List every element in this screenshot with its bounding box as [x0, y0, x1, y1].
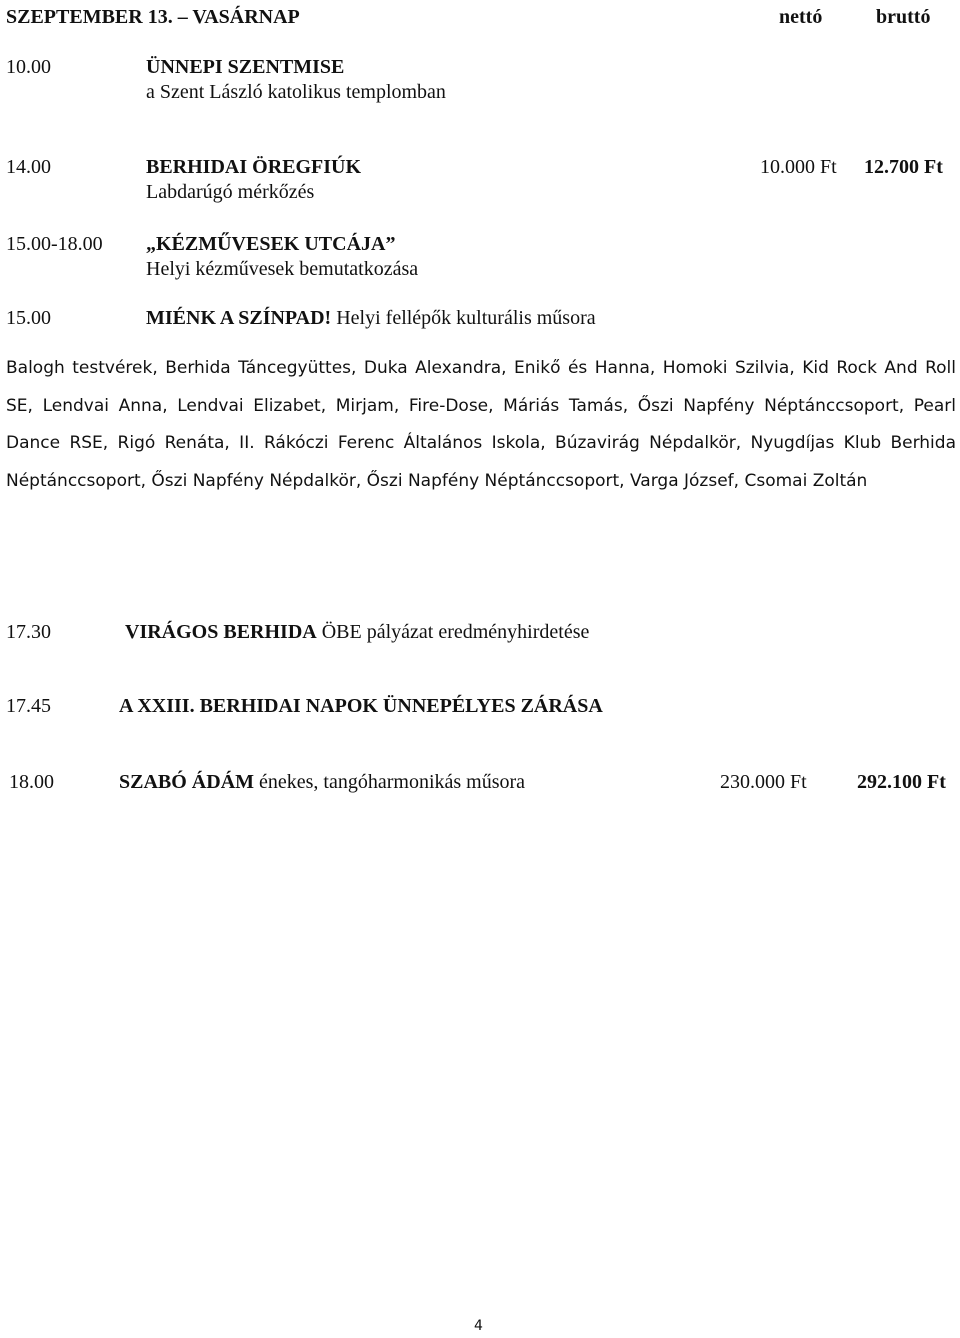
event-time: 14.00: [6, 156, 51, 178]
brutto-price: 12.700 Ft: [864, 156, 943, 178]
event-description: ÖBE pályázat eredményhirdetése: [316, 621, 590, 643]
event-line: [125, 620, 589, 644]
page-number: 4: [474, 1318, 483, 1334]
event-time: 15.00-18.00: [6, 233, 103, 255]
event-line: [119, 770, 525, 794]
event-title: SZABÓ ÁDÁM: [119, 771, 255, 793]
event-subtitle: Labdarúgó mérkőzés: [146, 181, 315, 203]
netto-price: 230.000 Ft: [720, 771, 807, 793]
event-title: A XXIII. BERHIDAI NAPOK ÜNNEPÉLYES ZÁRÁSA: [119, 695, 603, 717]
event-title: MIÉNK A SZÍNPAD!: [146, 307, 332, 329]
event-title: „KÉZMŰVESEK UTCÁJA”: [146, 233, 396, 255]
event-description: énekes, tangóharmonikás műsora: [254, 771, 526, 793]
event-time: 18.00: [9, 771, 54, 793]
performers-paragraph: Balogh testvérek, Berhida Táncegyüttes, Duka Alexandra, Enikő és Hanna, Homoki Szilvia, Kid Rock And Roll SE, Lendvai Anna, Lendvai Elizabet, Mirjam, Fire-Dose, Máriás Tamás, Őszi Napfény Néptánccsoport, Pearl Dance RSE, Rigó Renáta, II. Rákóczi Ferenc Általános Iskola, Búzavirág Népdalkör, Nyugdíjas Klub Berhida Néptánccsoport, Őszi Napfény Népdalkör, Őszi Napfény Néptánccsoport, Varga József, Csomai Zoltán: [6, 358, 956, 491]
event-time: 10.00: [6, 56, 51, 78]
event-subtitle: a Szent László katolikus templomban: [146, 81, 446, 103]
brutto-price: 292.100 Ft: [857, 771, 946, 793]
event-title: ÜNNEPI SZENTMISE: [146, 56, 345, 78]
event-line: [146, 306, 596, 330]
event-title: BERHIDAI ÖREGFIÚK: [146, 156, 362, 178]
netto-price: 10.000 Ft: [760, 156, 837, 178]
netto-column-label: nettó: [779, 6, 823, 28]
brutto-column-label: bruttó: [876, 6, 931, 28]
event-time: 17.30: [6, 621, 51, 643]
event-description: Helyi fellépők kulturális műsora: [331, 307, 596, 329]
day-heading: SZEPTEMBER 13. – VASÁRNAP: [6, 6, 300, 28]
event-title: VIRÁGOS BERHIDA: [125, 621, 317, 643]
event-time: 15.00: [6, 307, 51, 329]
event-time: 17.45: [6, 695, 51, 717]
event-subtitle: Helyi kézművesek bemutatkozása: [146, 258, 419, 280]
